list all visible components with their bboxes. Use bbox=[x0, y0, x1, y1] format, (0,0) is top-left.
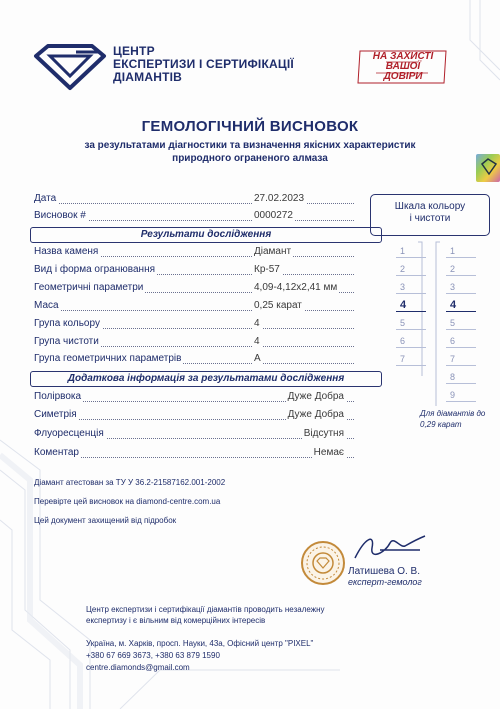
anti-forgery-text: Цей документ захищений від підробок bbox=[34, 516, 177, 525]
document-title: ГЕМОЛОГІЧНИЙ ВИСНОВОК bbox=[141, 118, 359, 135]
slogan-line: НА ЗАХИСТІ bbox=[372, 51, 434, 62]
verify-online-text: Перевірте цей висновок на diamond-centre.com.ua bbox=[34, 497, 221, 506]
logo-line: ЦЕНТР bbox=[113, 44, 155, 58]
color-scale-cell-number: 1 bbox=[400, 246, 406, 256]
contacts-block bbox=[86, 638, 313, 674]
clarity-scale-cell bbox=[446, 316, 476, 330]
clarity-scale-cell bbox=[446, 388, 476, 402]
clarity-scale-cell-number: 9 bbox=[450, 390, 456, 400]
symmetry-label: Симетрія bbox=[34, 409, 77, 420]
dimensions-value: 4,09-4,12х2,41 мм bbox=[254, 282, 338, 293]
clarity-scale-cell-number: 1 bbox=[450, 246, 456, 256]
cut-shape-value: Кр-57 bbox=[254, 264, 280, 275]
color-scale-cell-number: 2 bbox=[400, 264, 406, 274]
phones: +380 67 669 3673, +380 63 879 1590 bbox=[86, 651, 220, 660]
cut-shape-label: Вид і форма огранювання bbox=[34, 264, 156, 275]
expert-name: Латишева О. В. bbox=[348, 566, 420, 577]
color-scale-cell bbox=[396, 334, 426, 348]
hologram-sticker-icon bbox=[474, 152, 500, 184]
color-scale-cell bbox=[396, 262, 426, 276]
clarity-scale-cell bbox=[446, 244, 476, 258]
clarity-scale-cell-number: 2 bbox=[450, 264, 456, 274]
expert-role: експерт-гемолог bbox=[348, 577, 422, 587]
conclusion-number-row bbox=[34, 210, 354, 225]
result-row bbox=[34, 264, 354, 279]
subtitle-line: природного ограненого алмаза bbox=[172, 153, 328, 164]
date-label: Дата bbox=[34, 193, 57, 204]
clarity-group-label: Група чистоти bbox=[34, 336, 99, 347]
geometry-group-label: Група геометричних параметрів bbox=[34, 353, 182, 364]
slogan bbox=[360, 52, 446, 82]
stone-name-value: Діамант bbox=[254, 246, 292, 257]
independence-note-line: експертизу і є вільним від комерційних інтересів bbox=[86, 616, 266, 625]
color-scale-cell bbox=[396, 244, 426, 258]
clarity-scale-cell-number: 5 bbox=[450, 318, 456, 328]
clarity-group-value: 4 bbox=[254, 336, 260, 347]
logo-line: ЕКСПЕРТИЗИ І СЕРТИФІКАЦІЇ bbox=[113, 57, 294, 71]
color-group-value: 4 bbox=[254, 318, 260, 329]
email: centre.diamonds@gmail.com bbox=[86, 663, 190, 672]
document-subtitle bbox=[40, 139, 460, 165]
scale-note-line: 0,29 карат bbox=[420, 420, 462, 429]
fluorescence-label: Флуоресценція bbox=[34, 428, 104, 439]
results-heading: Результати дослідження bbox=[30, 227, 382, 243]
clarity-scale-cell bbox=[446, 262, 476, 276]
color-scale-cell bbox=[396, 298, 426, 312]
conclusion-number-value: 0000272 bbox=[254, 210, 293, 221]
stone-name-label: Назва каменя bbox=[34, 246, 99, 257]
result-row bbox=[34, 246, 354, 261]
color-scale-cell bbox=[396, 352, 426, 366]
color-scale-cell-number: 7 bbox=[400, 354, 406, 364]
extra-row bbox=[34, 391, 354, 406]
extra-row bbox=[34, 447, 354, 462]
extra-row bbox=[34, 409, 354, 424]
clarity-scale-cell bbox=[446, 352, 476, 366]
date-row bbox=[34, 193, 354, 208]
clarity-scale-cell-number: 6 bbox=[450, 336, 456, 346]
mass-value: 0,25 карат bbox=[254, 300, 302, 311]
expert-block bbox=[348, 566, 422, 587]
independence-note bbox=[86, 604, 426, 626]
extra-row bbox=[34, 428, 354, 443]
color-scale-cell bbox=[396, 280, 426, 294]
conclusion-number-label: Висновок # bbox=[34, 210, 86, 221]
clarity-scale-cell-number: 8 bbox=[450, 372, 456, 382]
result-row bbox=[34, 336, 354, 351]
certification-standard: Діамант атестован за ТУ У 36.2-21587162.001-2002 bbox=[34, 478, 226, 487]
color-group-label: Група кольору bbox=[34, 318, 100, 329]
scale-note-line: Для діамантів до bbox=[420, 409, 486, 418]
fluorescence-value: Відсутня bbox=[303, 428, 344, 439]
polish-value: Дуже Добра bbox=[287, 391, 344, 402]
mass-label: Маса bbox=[34, 300, 59, 311]
expert-signature bbox=[350, 528, 440, 568]
result-row bbox=[34, 282, 354, 297]
address: Україна, м. Харків, просп. Науки, 43а, Офісний центр "PIXEL" bbox=[86, 639, 314, 648]
center-logo-text bbox=[113, 45, 294, 84]
subtitle-line: за результатами діагностики та визначення якісних характеристик bbox=[84, 140, 416, 151]
comment-value: Немає bbox=[313, 447, 344, 458]
date-value: 27.02.2023 bbox=[254, 193, 305, 204]
independence-note-line: Центр експертизи і сертифікації діамантів проводить незалежну bbox=[86, 605, 325, 614]
logo-line: ДІАМАНТІВ bbox=[113, 70, 183, 84]
comment-label: Коментар bbox=[34, 447, 79, 458]
color-scale-cell bbox=[396, 316, 426, 330]
clarity-scale-cell-number: 4 bbox=[450, 299, 457, 311]
clarity-scale-cell-number: 3 bbox=[450, 282, 456, 292]
scale-title bbox=[370, 201, 490, 225]
clarity-scale-cell-number: 7 bbox=[450, 354, 456, 364]
clarity-scale-cell bbox=[446, 280, 476, 294]
result-row bbox=[34, 353, 354, 368]
geometry-group-value: А bbox=[254, 353, 261, 364]
slogan-line: ВАШОЇ bbox=[385, 61, 421, 72]
symmetry-value: Дуже Добра bbox=[287, 409, 344, 420]
center-logo-icon bbox=[30, 42, 110, 92]
color-scale-cell-number: 5 bbox=[400, 318, 406, 328]
scale-title-line: і чистоти bbox=[409, 213, 451, 224]
result-row bbox=[34, 318, 354, 333]
color-scale-cell-number: 4 bbox=[400, 299, 407, 311]
scale-title-line: Шкала кольору bbox=[394, 201, 466, 212]
polish-label: Полірвока bbox=[34, 391, 82, 402]
slogan-line: ДОВІРИ bbox=[383, 71, 423, 82]
color-scale-cell-number: 3 bbox=[400, 282, 406, 292]
clarity-scale-cell bbox=[446, 370, 476, 384]
dimensions-label: Геометричні параметри bbox=[34, 282, 144, 293]
gemological-seal-icon bbox=[300, 540, 346, 586]
color-scale-cell-number: 6 bbox=[400, 336, 406, 346]
clarity-scale-cell bbox=[446, 334, 476, 348]
clarity-scale-cell bbox=[446, 298, 476, 312]
result-row bbox=[34, 300, 354, 315]
extra-info-heading: Додаткова інформація за результатами дослідження bbox=[30, 371, 382, 387]
scale-note bbox=[420, 408, 500, 430]
